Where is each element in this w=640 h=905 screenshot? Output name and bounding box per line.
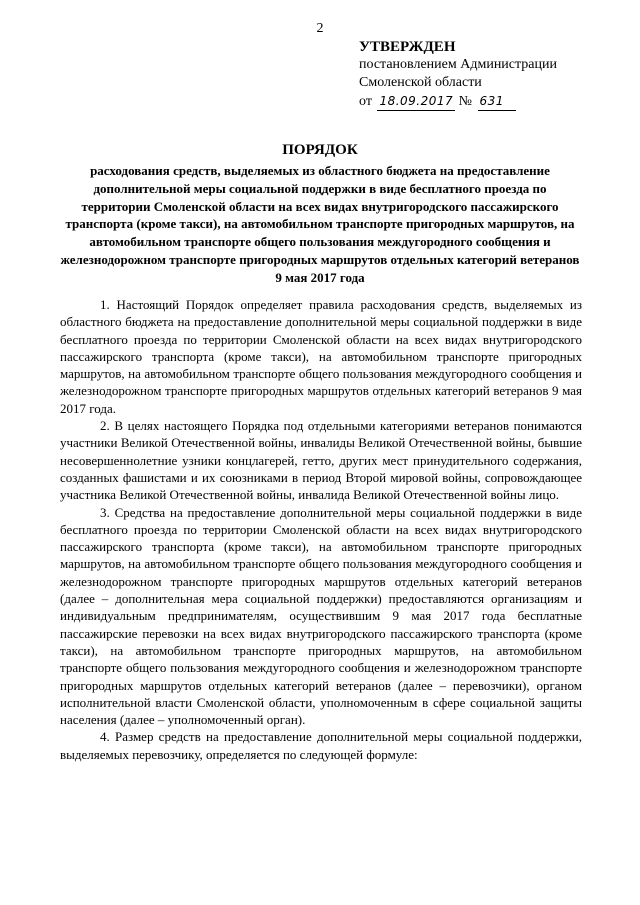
approval-title: УТВЕРЖДЕН (359, 39, 456, 55)
handwritten-date: 18.09.2017 (377, 92, 455, 111)
document-body (60, 296, 582, 763)
approval-line-1: постановлением Администрации (359, 57, 557, 72)
paragraph-1: 1. Настоящий Порядок определяет правила расходования средств, выделяемых из областного бюджета на предоставление дополнительной меры социальной поддержки в виде бесплатного проезда по территории Смоленской области на всех видах внутригородского пассажирского транспорта (кроме такси), на автомобильном транспорте пригородных маршрутов, на автомобильном транспорте общего пользования междугородного сообщения и железнодорожном транспорте пригородных маршрутов отдельных категорий ветеранов 9 мая 2017 года. (60, 297, 582, 416)
paragraph-4: 4. Размер средств на предоставление дополнительной меры социальной поддержки, выделяемых перевозчику, определяется по следующей формуле: (60, 729, 582, 762)
number-prefix: № (458, 94, 473, 109)
date-prefix: от (359, 94, 372, 109)
paragraph-3: 3. Средства на предоставление дополнительной меры социальной поддержки в виде бесплатного проезда по территории Смоленской области на всех видах внутригородского пассажирского транспорта (кроме такси), на автомобильном транспорте пригородных маршрутов, на автомобильном транспорте общего пользования междугородного сообщения и железнодорожном транспорте пригородных маршрутов отдельных категорий ветеранов (далее – дополнительная мера социальной поддержки) предоставляются организациям и индивидуальным предпринимателям, осуществившим 9 мая 2017 года бесплатные пассажирские перевозки на всех видах внутригородского пассажирского транспорта (кроме такси), на автомобильном транспорте пригородных маршрутов, на автомобильном транспорте общего пользования междугородного сообщения и железнодорожном транспорте пригородных маршрутов отдельных категорий ветеранов (далее – перевозчики), органом исполнительной власти Смоленской области, уполномоченным в сфере социальной защиты населения (далее – уполномоченный орган). (60, 504, 582, 728)
approval-block (359, 38, 557, 111)
document-subtitle: расходования средств, выделяемых из областного бюджета на предоставление дополнительной меры социальной поддержки в виде бесплатного проезда по территории Смоленской области на всех видах внутригородского пассажирского транспорта (кроме такси), на автомобильном транспорте пригородных маршрутов, на автомобильном транспорте общего пользования междугородного сообщения и железнодорожном транспорте пригородных маршрутов отдельных категорий ветеранов 9 мая 2017 года (60, 163, 580, 285)
approval-date-number-line (359, 92, 557, 111)
paragraph-2: 2. В целях настоящего Порядка под отдельными категориями ветеранов понимаются участники Великой Отечественной войны, инвалиды Великой Отечественной войны, бывшие несовершеннолетние узники концлагерей, гетто, других мест принудительного содержания, созданных фашистами и их союзниками в период Второй мировой войны, сопровождающее участника Великой Отечественной войны, инвалида Великой Отечественной войны лицо. (60, 418, 582, 503)
handwritten-number: 631 (478, 92, 516, 111)
page-number: 2 (316, 21, 324, 36)
document-title: ПОРЯДОК (282, 142, 358, 158)
approval-line-2: Смоленской области (359, 75, 482, 90)
